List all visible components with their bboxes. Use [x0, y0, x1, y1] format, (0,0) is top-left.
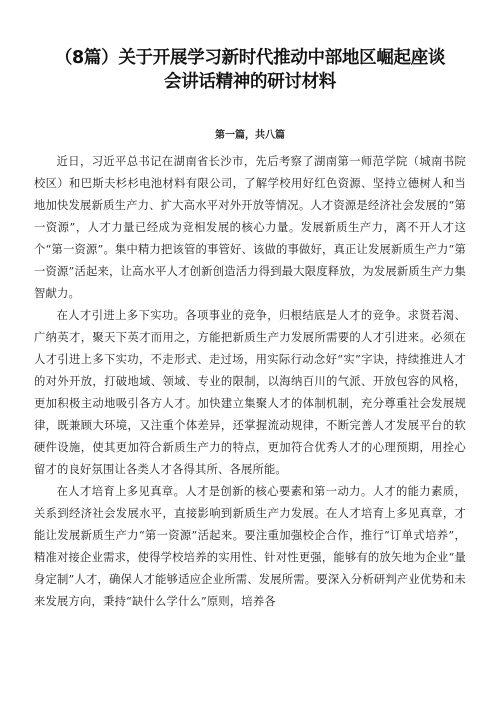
paragraph-1: 近日，习近平总书记在湖南省长沙市，先后考察了湖南第一师范学院（城南书院校区）和巴斯夫杉杉电池材料有限公司，了解学校用好红色资源、坚持立德树人和当地加快发展新质生产力、扩大高水平对外开放等情况。人才资源是经济社会发展的“第一资源”，人才力量已经成为竞相发展的核心力量。发展新质生产力，离不开人才这个“第一资源”。集中精力把该管的事管好、该做的事做好，真正让发展新质生产力“第一资源”活起来，让高水平人才创新创造活力得到最大限度释放，为发展新质生产力集智献力。: [34, 155, 466, 300]
paragraph-3: 在人才培育上多见真章。人才是创新的核心要素和第一动力。人才的能力素质，关系到经济社会发展水平，直接影响到新质生产力发展。在人才培育上多见真章，才能让发展新质生产力“第一资源”活起来。要注重加强校企合作，推行“订单式培养”，精准对接企业需求，使得学校培养的实用性、针对性更强，能够有的放矢地为企业“量身定制”人才，确保人才能够适应企业所需、发展所需。要深入分析研判产业优势和未来发展方向，秉持“缺什么学什么”原则，培养各: [34, 485, 466, 608]
document-title: [34, 46, 466, 94]
section-label: 第一篇，共八篇: [215, 130, 285, 141]
paragraph-2: 在人才引进上多下实功。各项事业的竞争，归根结底是人才的竞争。求贤若渴、广纳英才，聚天下英才而用之，方能把新质生产力发展所需要的人才引进来。必须在人才引进上多下实功，不走形式、走过场，用实际行动念好“实”字诀，持续推进人才的对外开放，打破地域、领域、专业的限制，以海纳百川的气派、开放包容的风格，更加积极主动地吸引各方人才。加快建立集聚人才的体制机制，充分尊重社会发展规律，既兼顾大环境，又注重个体差异，还掌握流动规律，不断完善人才发展平台的软硬件设施，使其更加符合新质生产力的特点，更加符合优秀人才的心理预期，用拴心留才的良好氛围让各类人才各得其所、各展所能。: [34, 309, 466, 476]
title-line-2: 会讲话精神的研讨材料: [164, 72, 336, 92]
title-line-1: （8篇）关于开展学习新时代推动中部地区崛起座谈: [54, 48, 446, 68]
